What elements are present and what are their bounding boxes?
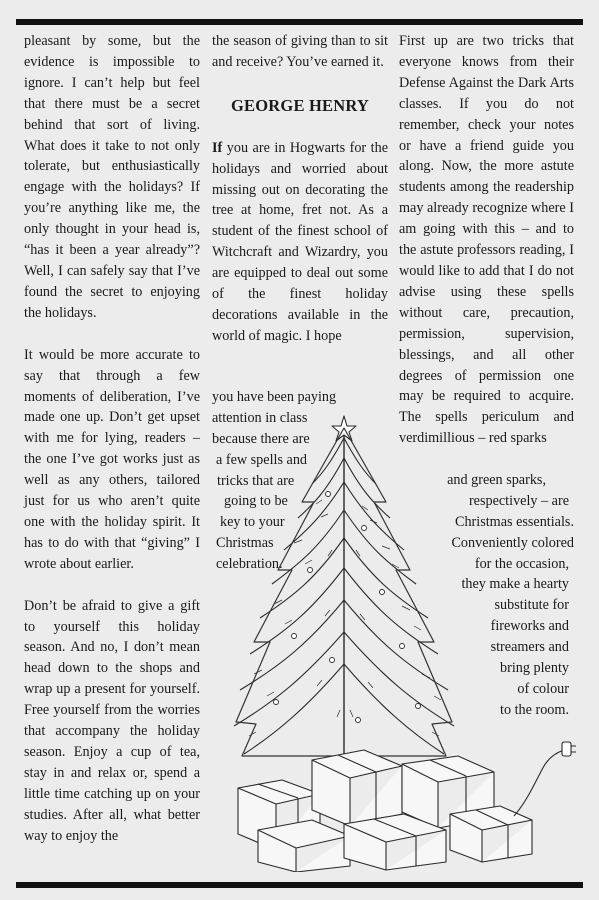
- paragraph-1: pleasant by some, but the evidence is impossible to ignore. I can’t help but feel that there must be a secret behind that sort of living. What does it take to not only tolerate, but enthusiastically engage with the holidays? If you’re anything like me, the only thought in your head is, “has it been a year already”? Well, I can safely say that I’ve found the secret to enjoying the holidays.: [24, 33, 200, 321]
- christmas-tree-illustration: [232, 410, 578, 872]
- wrap-line: because there are: [212, 430, 310, 447]
- wrap-line: celebration.: [216, 556, 283, 573]
- column-1: [24, 31, 200, 847]
- presents: [238, 750, 532, 872]
- wrap-line: streamers and: [490, 639, 569, 656]
- wrap-line: of colour: [517, 680, 569, 697]
- wrap-line: substitute for: [494, 597, 569, 614]
- electric-plug-icon: [514, 742, 576, 816]
- byline: GEORGE HENRY: [231, 95, 369, 115]
- column-3: [399, 31, 574, 449]
- column-3-body: First up are two tricks that everyone knows from their Defense Against the Dark Arts classes. If you do not remember, check your notes or have a friend guide you along. Now, the more astute students among the readership may already recognize where I am going with this – and to the astute professors reading, I would like to add that I do not advise using these spells without care, precaution, permission, supervision, blessings, and all other degrees of permission one may be required to acquire. The spells periculum and verdimillious – red sparks: [399, 33, 574, 447]
- paragraph-2: It would be more accurate to say that through a few moments of deliberation, I’ve made one up. Don’t get upset with me for lying, readers – the one I’ve got works just as well as any others, tailored just for us who aren’t quite one with the holiday spirit. It has to do with that “giving” I wrote about earlier.: [24, 346, 200, 572]
- wrap-line: Christmas essentials.: [454, 513, 574, 530]
- paragraph-3: Don’t be afraid to give a gift to yourself this holiday season. And no, I don’t mean head down to the shops and wrap up a present for yourself. Free yourself from the worries that accompany the holiday season. Enjoy a cup of tea, stay in and relax or, spend a little time catching up on your studies. After all, what better way to enjoy the: [24, 597, 200, 844]
- wrap-line: tricks that are: [217, 472, 295, 489]
- wrap-line: fireworks and: [490, 618, 569, 635]
- column-2-body-text: you are in Hogwarts for the holidays and worried about missing out on decorating the tree at home, fret not. As a student of the finest school of Witchcraft and Wizardry, you are equipped to deal out some of the finest holiday decorations available in the world of magic. I hope: [212, 139, 388, 344]
- tree-foliage: [234, 416, 454, 780]
- wrap-line: bring plenty: [500, 660, 569, 677]
- wrap-line: they make a hearty: [461, 576, 569, 593]
- bottom-rule: [16, 882, 583, 888]
- wrap-line: you have been paying: [212, 389, 337, 405]
- wrap-line: to the room.: [500, 701, 569, 718]
- column-2-body: [212, 138, 388, 347]
- wrap-line: Christmas: [216, 535, 274, 552]
- top-rule: [16, 19, 583, 25]
- wrap-line: key to your: [220, 514, 285, 531]
- wrap-line: respectively – are: [468, 492, 569, 509]
- wrap-line: going to be: [224, 493, 288, 510]
- wrap-line: for the occasion,: [474, 555, 569, 572]
- column-2: [212, 31, 388, 347]
- drop-cap: If: [212, 139, 223, 156]
- wrap-line: Conveniently colored: [451, 534, 574, 551]
- wrap-line: a few spells and: [216, 451, 308, 468]
- column-2-intro: the season of giving than to sit and receive? You’ve earned it.: [212, 33, 388, 70]
- wrap-line: and green sparks,: [447, 472, 546, 488]
- wrap-line: attention in class: [212, 409, 308, 426]
